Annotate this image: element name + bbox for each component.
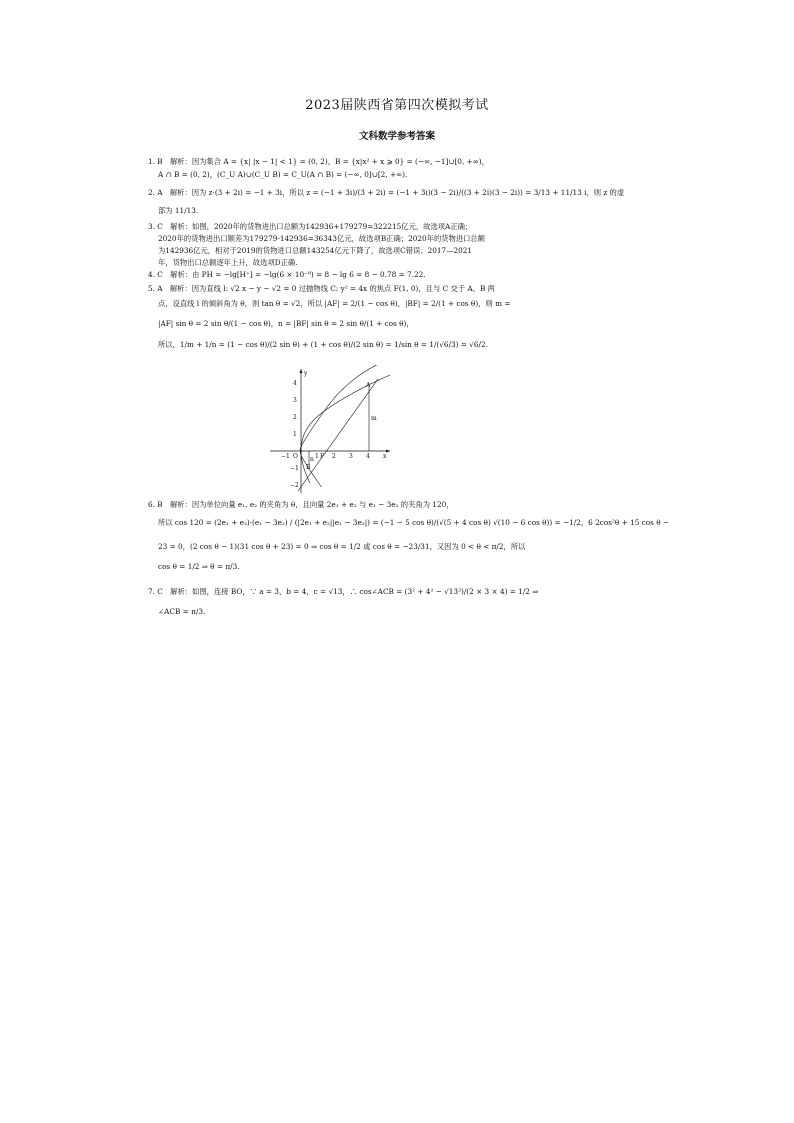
answer-7-line-1: 7. C 解析：如图，连接 BO，∵ a = 3，b = 4，c = √13，∴ cos∠ACB = (3² + 4² − √13²)/(2 × 3 × 4) = 1/2 ⇒ [148,587,539,596]
answer-1-line-1: 1. B 解析：因为集合 A = {x| |x − 1| < 1} = (0, 2)，B = {x|x² + x ⩾ 0} = (−∞, −1]∪[0, +∞)， [148,157,489,166]
answer-5-line-1: 5. A 解析：因为直线 l: √2 x − y − √2 = 0 过抛物线 C: y² = 4x 的焦点 F(1, 0)，且与 C 交于 A、B 两 [148,284,495,293]
answer-5-line-3: |AF| sin θ = 2 sin θ/(1 − cos θ)，n = |BF| sin θ = 2 sin θ/(1 + cos θ)， [158,319,414,328]
y-tick-4: 4 [293,380,297,387]
x-tick-origin: O [293,453,298,460]
focus-label: F [320,453,325,460]
y-axis-arrow-icon [300,369,303,373]
segment-n-label: n [310,456,314,463]
answer-6-line-1: 6. B 解析：因为单位向量 e₁, e₂ 的夹角为 θ，且向量 2e₁ + e₂ 与 e₁ − 3e₂ 的夹角为 120， [148,500,454,509]
y-tick-3: 3 [293,397,297,404]
answer-6-line-2: 所以 cos 120 = (2e₁ + e₂)·(e₁ − 3e₂) / (|2e₁ + e₂||e₁ − 3e₂|) = (−1 − 5 cos θ)/(√(5 + 4 cos θ) √(10 − 6 cos θ)) = −1/2，6 2cos²θ + 15 cos θ − [158,518,670,527]
answer-7-line-2: ∠ACB = π/3. [158,607,206,616]
y-tick-1: 1 [293,431,297,438]
x-tick-1: 1 [315,453,319,460]
page-title: 2023届陕西省第四次模拟考试 [305,98,489,113]
page-subtitle: 文科数学参考答案 [358,131,435,142]
segment-m-label: m [371,415,377,422]
answer-5-line-2: 点，设直线 l 的倾斜角为 θ，则 tan θ = √2，所以 |AF| = 2/(1 − cos θ)，|BF| = 2/(1 + cos θ)，则 m = [158,299,511,308]
answer-2-line-2: 部为 11/13. [158,206,199,215]
answer-4-line-1: 4. C 解析：由 PH = −lg[H⁺] = −lg(6 × 10⁻⁸) = 8 − lg 6 = 8 − 0.78 = 7.22. [148,270,426,279]
parabola-graph [268,365,393,495]
y-tick-neg1: −1 [290,465,299,472]
y-tick-neg2: −2 [290,482,299,489]
answer-6-line-4: cos θ = 1/2 ⇒ θ = π/3. [158,562,240,571]
y-tick-2: 2 [293,414,297,421]
answer-3-line-4: 年，货物出口总额逐年上升，故选项D正确. [158,258,298,267]
x-tick-neg1: −1 [281,453,290,460]
y-axis-label: y [304,370,308,377]
x-axis-arrow-icon [386,450,390,453]
answer-3-line-3: 为142936亿元，相对于2019的货物进口总额143254亿元下降了，故选项C错误；2017—2021 [158,246,473,255]
x-tick-4: 4 [366,453,370,460]
answer-1-line-2: A ∩ B = (0, 2)，(C_U A)∪(C_U B) = C_U(A ∩ B) = (−∞, 0]∪[2, +∞). [158,170,408,179]
answer-3-line-1: 3. C 解析：如图，2020年的货物进出口总额为142936+179279=322215亿元，故选项A正确； [148,222,473,231]
x-tick-2: 2 [332,453,336,460]
answer-5-line-4: 所以，1/m + 1/n = (1 − cos θ)/(2 sin θ) + (1 + cos θ)/(2 sin θ) = 1/sin θ = 1/(√6/3) = √6/2. [158,340,488,349]
x-axis-label: x [383,453,387,460]
answer-6-line-3: 23 = 0，(2 cos θ − 1)(31 cos θ + 23) = 0 ⇒ cos θ = 1/2 或 cos θ = −23/31，又因为 0 < θ < π/2，所以 [158,542,526,551]
parabola-figure [268,365,393,495]
x-tick-3: 3 [349,453,353,460]
point-b-label: B [306,464,311,471]
answer-2-line-1: 2. A 解析：因为 z·(3 + 2i) = −1 + 3i，所以 z = (−1 + 3i)/(3 + 2i) = (−1 + 3i)(3 − 2i)/((3 + 2i)(3 − 2i)) = 3/13 + 11/13 i，则 z 的虚 [148,188,625,197]
answer-3-line-2: 2020年的货物进出口顺差为179279-142936=36343亿元，故选项B正确；2020年的货物进口总额 [158,234,486,243]
point-a-label: A [366,382,371,389]
line-l [298,379,378,491]
